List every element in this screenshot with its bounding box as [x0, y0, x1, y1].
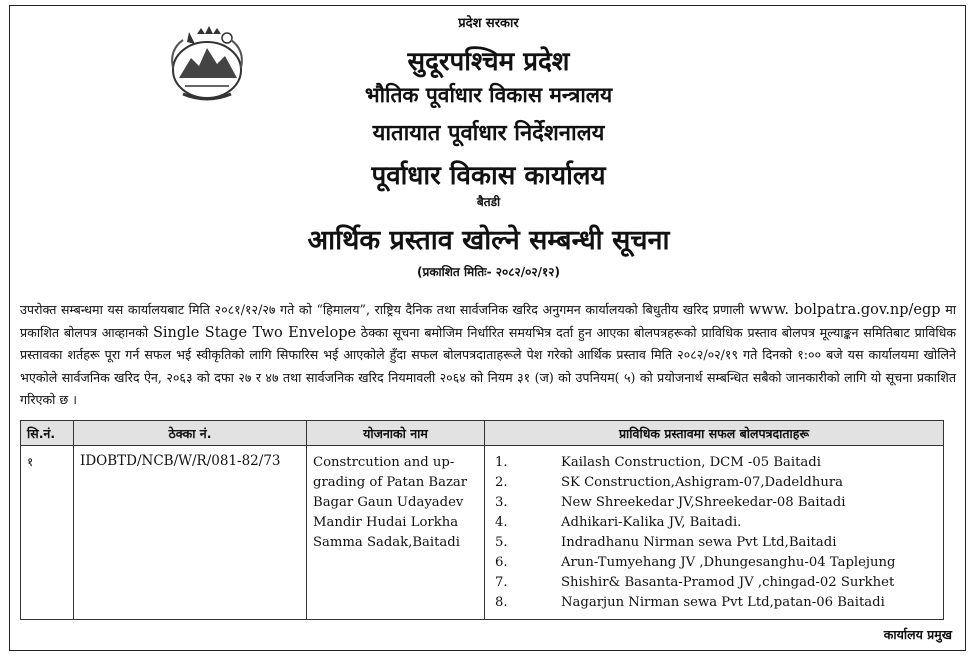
body-part-2: मा प्रकाशित बोलपत्र आव्हानको	[20, 302, 956, 340]
province-title: सुदूरपश्चिम प्रदेश	[407, 47, 570, 77]
bidder-number: 8.	[495, 595, 508, 610]
egp-url: www. bolpatra.gov.np/egp	[748, 302, 941, 318]
col-header-sn: सि.नं.	[21, 421, 74, 446]
ministry-title: भौतिक पूर्वाधार विकास मन्त्रालय	[364, 83, 613, 107]
bidder-item	[495, 533, 937, 553]
office-title: पूर्वाधार विकास कार्यालय	[371, 161, 606, 191]
table-header-row	[21, 421, 944, 446]
col-header-contract: ठेक्का नं.	[74, 421, 307, 446]
col-header-bidders: प्राविधिक प्रस्तावमा सफल बोलपत्रदाताहरू	[485, 421, 944, 446]
bidder-number: 6.	[495, 555, 508, 570]
row-bidders	[485, 446, 944, 620]
bidder-item	[495, 493, 937, 513]
bidder-item	[495, 473, 937, 493]
notice-body	[20, 299, 956, 412]
envelope-type: Single Stage Two Envelope	[152, 324, 357, 341]
bidder-item	[495, 453, 937, 473]
bidder-item	[495, 593, 937, 613]
notice-title: आर्थिक प्रस्ताव खोल्ने सम्बन्धी सूचना	[307, 225, 670, 256]
bidder-name: Arun-Tumyehang JV ,Dhungesanghu-04 Taplejung	[561, 555, 896, 570]
body-part-1: उपरोक्त सम्बन्धमा यस कार्यालयबाट मिति २०८१/१२/२७ गते को “हिमालय”, राष्ट्रिय दैनिक तथा सार्वजनिक खरिद अनुगमन कार्यालयको बिधुतीय खरिद प्रणाली	[20, 302, 749, 317]
bidder-item	[495, 573, 937, 593]
bidder-number: 2.	[495, 475, 508, 490]
bidder-name: Nagarjun Nirman sewa Pvt Ltd,patan-06 Baitadi	[561, 595, 885, 610]
bidder-number: 4.	[495, 515, 508, 530]
published-date: (प्रकाशित मितिः- २०८२/०२/१२)	[417, 265, 560, 279]
bidder-number: 1.	[495, 455, 508, 470]
bidder-name: Kailash Construction, DCM -05 Baitadi	[561, 455, 821, 470]
bidder-name: New Shreekedar JV,Shreekedar-08 Baitadi	[561, 495, 846, 510]
row-contract-no: IDOBTD/NCB/W/R/081-82/73	[74, 446, 307, 620]
bidder-number: 3.	[495, 495, 508, 510]
table-row	[21, 446, 944, 620]
bidder-item	[495, 513, 937, 533]
bidder-name: Indradhanu Nirman sewa Pvt Ltd,Baitadi	[561, 535, 837, 550]
row-project-name: Constrcution and up-grading of Patan Bazar Bagar Gaun Udayadev Mandir Hudai Lorkha Samma Sadak,Baitadi	[307, 446, 485, 620]
bidder-name: Adhikari-Kalika JV, Baitadi.	[561, 515, 742, 530]
bidder-number: 7.	[495, 575, 508, 590]
location-label: बैतडी	[476, 195, 501, 209]
body-part-3: ठेक्का सूचना बमोजिम निर्धारित समयभित्र दर्ता हुन आएका बोलपत्रहरूको प्राविधिक प्रस्ताव बोलपत्र मूल्याङ्कन समितिबाट प्राविधिक प्रस्तावका शर्तहरू पूरा गर्न सफल भई स्वीकृतिको लागि सिफारिस भई आएकोले हुँदा सफल बोलपत्रदाताहरूले पेश गरेको आर्थिक प्रस्ताव मिति २०८२/०२/१९ गते दिनको १:०० बजे यस कार्यालयमा खोलिने भएकोले सार्वजनिक खरिद ऐन, २०६३ को दफा २७ र ४७ तथा सार्वजनिक खरिद नियमावली २०६४ को नियम ३१ (ज) को उपनियम( ५) को प्रयोजनार्थ सम्बन्धित सबैको जानकारीको लागि यो सूचना प्रकाशित गरिएको छ ।	[20, 324, 957, 407]
bidder-name: SK Construction,Ashigram-07,Dadeldhura	[561, 475, 844, 490]
bidders-table	[20, 420, 944, 620]
bidder-item	[495, 553, 937, 573]
signatory-label: कार्यालय प्रमुख	[883, 627, 952, 642]
state-government-label: प्रदेश सरकार	[458, 16, 519, 31]
directorate-title: यातायात पूर्वाधार निर्देशनालय	[372, 121, 605, 146]
row-sn: १	[21, 446, 74, 620]
bidder-number: 5.	[495, 535, 508, 550]
bidder-name: Shishir& Basanta-Pramod JV ,chingad-02 Surkhet	[561, 575, 895, 590]
col-header-project: योजनाको नाम	[307, 421, 485, 446]
